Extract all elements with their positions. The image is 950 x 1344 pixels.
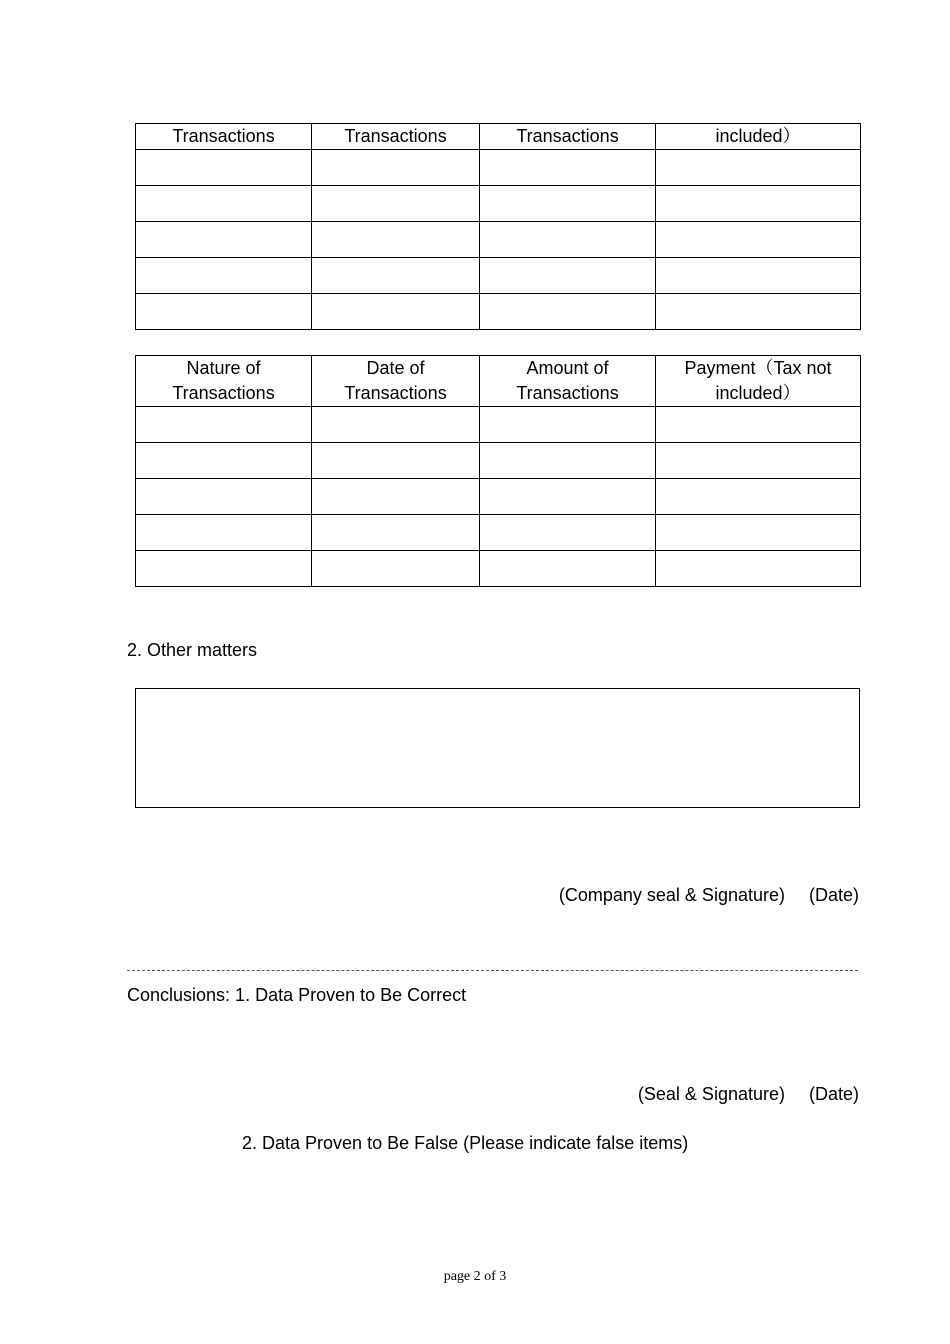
- table-cell[interactable]: [136, 294, 312, 330]
- table-cell[interactable]: [136, 258, 312, 294]
- data-false-label: 2. Data Proven to Be False (Please indicate false items): [242, 1133, 689, 1153]
- date-label: (Date): [808, 885, 859, 905]
- seal-label: (Seal & Signature): [637, 1084, 785, 1104]
- table-cell[interactable]: [480, 294, 656, 330]
- table-header-row: [136, 356, 861, 407]
- table-cell[interactable]: [480, 186, 656, 222]
- header-cell: Transactions: [480, 124, 656, 150]
- transactions-table-bottom: [135, 355, 861, 587]
- table-cell[interactable]: [312, 443, 480, 479]
- other-matters-label: 2. Other matters: [127, 640, 258, 660]
- table-cell[interactable]: [656, 407, 861, 443]
- table-cell[interactable]: [136, 515, 312, 551]
- table-row: [136, 443, 861, 479]
- table-cell[interactable]: [656, 443, 861, 479]
- page-number: page 2 of 3: [443, 1269, 507, 1284]
- table-row: [136, 294, 861, 330]
- table-header-row: [136, 124, 861, 150]
- table-cell[interactable]: [136, 186, 312, 222]
- table-row: [136, 258, 861, 294]
- conclusions-label: Conclusions: 1. Data Proven to Be Correct: [127, 985, 467, 1005]
- table-cell[interactable]: [312, 294, 480, 330]
- table-cell[interactable]: [480, 551, 656, 587]
- table-cell[interactable]: [480, 222, 656, 258]
- table-cell[interactable]: [656, 551, 861, 587]
- table-cell[interactable]: [656, 186, 861, 222]
- table-cell[interactable]: [480, 258, 656, 294]
- table-cell[interactable]: [480, 443, 656, 479]
- company-seal-label: (Company seal & Signature): [558, 885, 785, 905]
- table-cell[interactable]: [656, 222, 861, 258]
- table-cell[interactable]: [656, 150, 861, 186]
- table-cell[interactable]: [136, 222, 312, 258]
- table-cell[interactable]: [480, 515, 656, 551]
- table-cell[interactable]: [312, 186, 480, 222]
- table-cell[interactable]: [656, 258, 861, 294]
- table-cell[interactable]: [312, 258, 480, 294]
- table-row: [136, 479, 861, 515]
- header-cell: Nature of Transactions: [136, 356, 312, 407]
- table-cell[interactable]: [480, 150, 656, 186]
- table-cell[interactable]: [480, 479, 656, 515]
- header-cell: Transactions: [312, 124, 480, 150]
- company-signature-line: [559, 885, 859, 906]
- table-cell[interactable]: [480, 407, 656, 443]
- header-cell: Payment（Tax not included）: [656, 356, 861, 407]
- header-cell: Amount of Transactions: [480, 356, 656, 407]
- table-cell[interactable]: [312, 222, 480, 258]
- table-cell[interactable]: [656, 479, 861, 515]
- table-cell[interactable]: [136, 407, 312, 443]
- header-cell: Transactions: [136, 124, 312, 150]
- header-cell: Date of Transactions: [312, 356, 480, 407]
- table-cell[interactable]: [656, 294, 861, 330]
- seal-signature-line: [638, 1084, 859, 1105]
- header-cell: included）: [656, 124, 861, 150]
- table-cell[interactable]: [136, 479, 312, 515]
- table-row: [136, 222, 861, 258]
- table-cell[interactable]: [136, 150, 312, 186]
- dashed-divider: [127, 970, 858, 971]
- transactions-table-top: [135, 123, 861, 330]
- table-row: [136, 150, 861, 186]
- table-row: [136, 407, 861, 443]
- table-cell[interactable]: [312, 551, 480, 587]
- table-cell[interactable]: [312, 407, 480, 443]
- table-cell[interactable]: [656, 515, 861, 551]
- table-cell[interactable]: [136, 551, 312, 587]
- date-label: (Date): [808, 1084, 859, 1104]
- table-cell[interactable]: [136, 443, 312, 479]
- table-cell[interactable]: [312, 150, 480, 186]
- table-cell[interactable]: [312, 479, 480, 515]
- table-cell[interactable]: [312, 515, 480, 551]
- table-row: [136, 515, 861, 551]
- table-row: [136, 186, 861, 222]
- other-matters-box[interactable]: [135, 688, 860, 808]
- table-row: [136, 551, 861, 587]
